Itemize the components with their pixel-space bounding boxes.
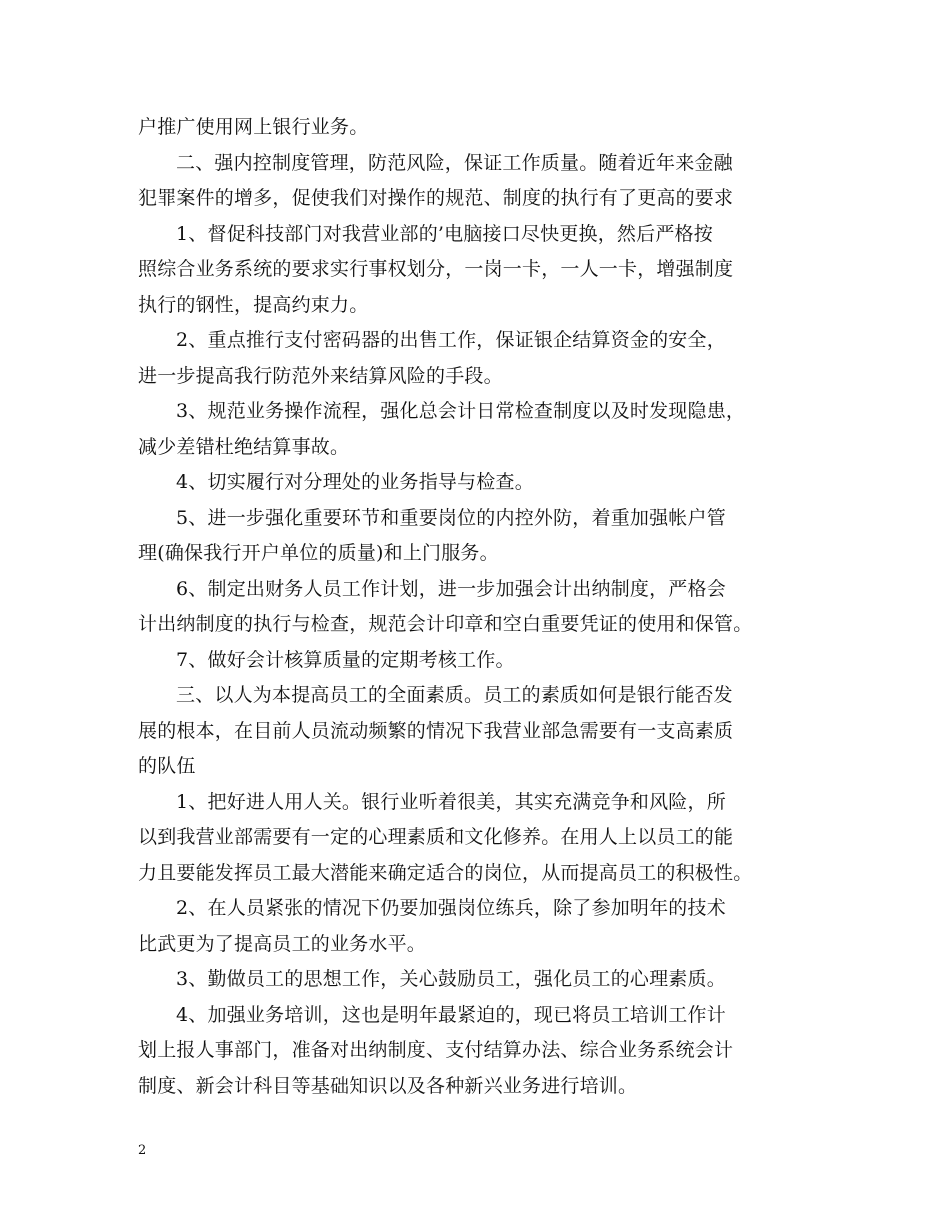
text-line: 计出纳制度的执行与检查，规范会计印章和空白重要凭证的使用和保管。 bbox=[138, 613, 753, 635]
text-line: 进一步提高我行防范外来结算风险的手段。 bbox=[138, 364, 503, 387]
text-line: 三、以人为本提高员工的全面素质。员工的素质如何是银行能否发 bbox=[176, 684, 733, 706]
text-line: 3、规范业务操作流程，强化总会计日常检查制度以及时发现隐患， bbox=[176, 400, 746, 422]
text-line: 二、强内控制度管理，防范风险，保证工作质量。随着近年来金融 bbox=[176, 151, 733, 174]
text-line: 4、切实履行对分理处的业务指导与检查。 bbox=[176, 471, 534, 493]
text-line: 7、做好会计核算质量的定期考核工作。 bbox=[176, 648, 515, 671]
text-line: 展的根本，在目前人员流动频繁的情况下我营业部急需要有一支高素质 bbox=[138, 719, 734, 742]
text-line: 理(确保我行开户单位的质量)和上门服务。 bbox=[138, 542, 499, 564]
text-line: 划上报人事部门，准备对出纳制度、支付结算办法、综合业务系统会计 bbox=[138, 1039, 734, 1061]
text-line: 6、制定出财务人员工作计划，进一步加强会计出纳制度，严格会 bbox=[176, 577, 726, 600]
text-line: 2、重点推行支付密码器的出售工作，保证银企结算资金的安全， bbox=[176, 329, 726, 351]
text-line: 5、进一步强化重要环节和重要岗位的内控外防，着重加强帐户管 bbox=[176, 506, 726, 529]
text-line: 的队伍 bbox=[138, 755, 196, 777]
text-line: 执行的钢性，提高约束力。 bbox=[138, 293, 369, 316]
text-line: 比武更为了提高员工的业务水平。 bbox=[138, 932, 427, 955]
document-body bbox=[138, 110, 828, 1104]
text-line: 1、督促科技部门对我营业部的’电脑接口尽快更换，然后严格按 bbox=[176, 222, 713, 245]
text-line: 犯罪案件的增多，促使我们对操作的规范、制度的执行有了更高的要求 bbox=[138, 187, 734, 209]
text-line: 照综合业务系统的要求实行事权划分，一岗一卡，一人一卡，增强制度 bbox=[138, 258, 734, 280]
text-line: 减少差错杜绝结算事故。 bbox=[138, 435, 350, 458]
text-line: 3、勤做员工的思想工作，关心鼓励员工，强化员工的心理素质。 bbox=[176, 968, 726, 990]
text-line: 1、把好进人用人关。银行业听着很美，其实充满竞争和风险，所 bbox=[176, 790, 726, 813]
text-line: 2、在人员紧张的情况下仍要加强岗位练兵，除了参加明年的技术 bbox=[176, 897, 726, 919]
text-line: 制度、新会计科目等基础知识以及各种新兴业务进行培训。 bbox=[138, 1074, 638, 1097]
text-line: 4、加强业务培训，这也是明年最紧迫的，现已将员工培训工作计 bbox=[176, 1003, 726, 1026]
page-number: 2 bbox=[138, 1143, 147, 1158]
text-line: 户推广使用网上银行业务。 bbox=[138, 116, 369, 138]
text-line: 力且要能发挥员工最大潜能来确定适合的岗位，从而提高员工的积极性。 bbox=[138, 861, 753, 884]
text-line: 以到我营业部需要有一定的心理素质和文化修养。在用人上以员工的能 bbox=[138, 826, 734, 848]
